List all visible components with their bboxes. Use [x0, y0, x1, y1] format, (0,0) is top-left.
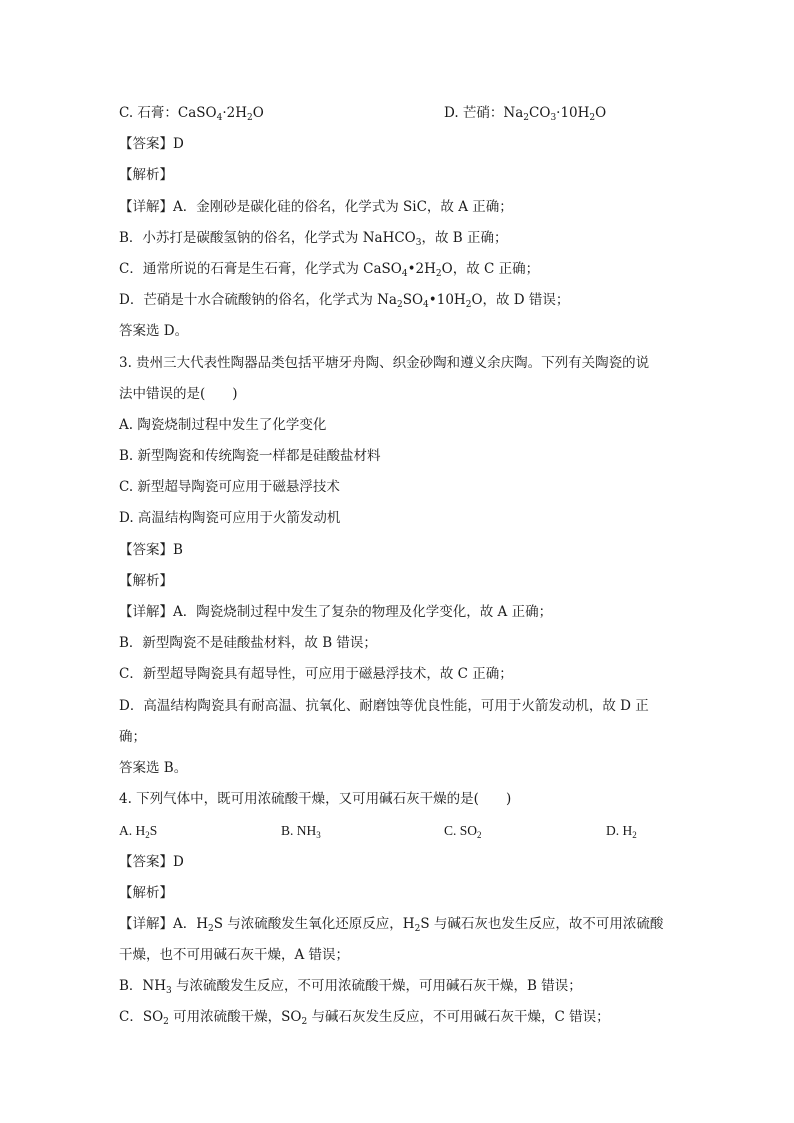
q2-answer: 【答案】D	[119, 136, 184, 153]
document-page	[119, 98, 679, 1034]
q3-option-d: D. 高温结构陶瓷可应用于火箭发动机	[119, 510, 341, 527]
q4-detail-c: C．$SO_2$ 可用浓硫酸干燥，$SO_2$ 与碱石灰发生反应，不可用碱石灰干燥，C 错误；	[119, 1009, 610, 1028]
q3-stem-line-1: 3. 贵州三大代表性陶器品类包括平塘牙舟陶、织金砂陶和遵义余庆陶。下列有关陶瓷的说	[119, 354, 650, 371]
q2-detail-a: 【详解】A．金刚砂是碳化硅的俗名，化学式为 SiC，故 A 正确；	[119, 198, 513, 215]
q3-detail-d-line-2: 确；	[119, 728, 146, 745]
q4-analysis-heading: 【解析】	[119, 884, 173, 901]
q4-option-b: B. $NH_3$	[281, 823, 321, 841]
q3-detail-b: B．新型陶瓷不是硅酸盐材料，故 B 错误；	[119, 635, 377, 652]
q3-detail-d-line-1: D．高温结构陶瓷具有耐高温、抗氧化、耐磨蚀等优良性能，可用于火箭发动机，故 D 正	[119, 697, 649, 714]
q2-option-d: D. 芒硝：$Na_2CO_3\cdot 10H_2O$	[444, 105, 607, 123]
q2-options-cd	[119, 98, 679, 129]
q2-analysis-heading: 【解析】	[119, 167, 173, 184]
q3-stem-line-2: 法中错误的是( )	[119, 385, 238, 402]
q2-option-c: C. 石膏：$CaSO_4\cdot 2H_2O$	[119, 105, 264, 123]
q4-detail-a-line-1: 【详解】A．$H_2S$ 与浓硫酸发生氧化还原反应，$H_2S$ 与碱石灰也发生反应，故不可用浓硫酸	[119, 915, 664, 934]
q4-stem: 4. 下列气体中，既可用浓硫酸干燥，又可用碱石灰干燥的是( )	[119, 791, 512, 808]
q3-conclusion: 答案选 B。	[119, 759, 188, 776]
q2-detail-c: C．通常所说的石膏是生石膏，化学式为 $CaSO_4•2H_2O$，故 C 正确；	[119, 260, 540, 279]
q4-detail-a-line-2: 干燥，也不可用碱石灰干燥，A 错误；	[119, 947, 350, 964]
q4-detail-b: B．$NH_3$ 与浓硫酸发生反应，不可用浓硫酸干燥，可用碱石灰干燥，B 错误；	[119, 978, 582, 997]
q2-detail-d: D．芒硝是十水合硫酸钠的俗名，化学式为 $Na_2SO_4•10H_2O$，故 D 错误；	[119, 292, 570, 311]
q3-analysis-heading: 【解析】	[119, 572, 173, 589]
q3-option-b: B. 新型陶瓷和传统陶瓷一样都是硅酸盐材料	[119, 448, 381, 465]
q4-option-c: C. $SO_2$	[444, 823, 482, 841]
q4-answer: 【答案】D	[119, 853, 184, 870]
q4-option-d: D. $H_2$	[606, 823, 637, 841]
q4-option-a: A. $H_2S$	[119, 823, 158, 841]
q3-answer: 【答案】B	[119, 541, 183, 558]
q2-conclusion: 答案选 D。	[119, 323, 189, 340]
q3-detail-a: 【详解】A．陶瓷烧制过程中发生了复杂的物理及化学变化，故 A 正确；	[119, 604, 553, 620]
q2-detail-b: B．小苏打是碳酸氢钠的俗名，化学式为 NaHCO$_3$，故 B 正确；	[119, 229, 508, 248]
q4-options	[119, 815, 679, 846]
q3-option-c: C. 新型超导陶瓷可应用于磁悬浮技术	[119, 479, 340, 496]
q3-option-a: A. 陶瓷烧制过程中发生了化学变化	[119, 416, 327, 433]
q3-detail-c: C．新型超导陶瓷具有超导性，可应用于磁悬浮技术，故 C 正确；	[119, 666, 513, 683]
